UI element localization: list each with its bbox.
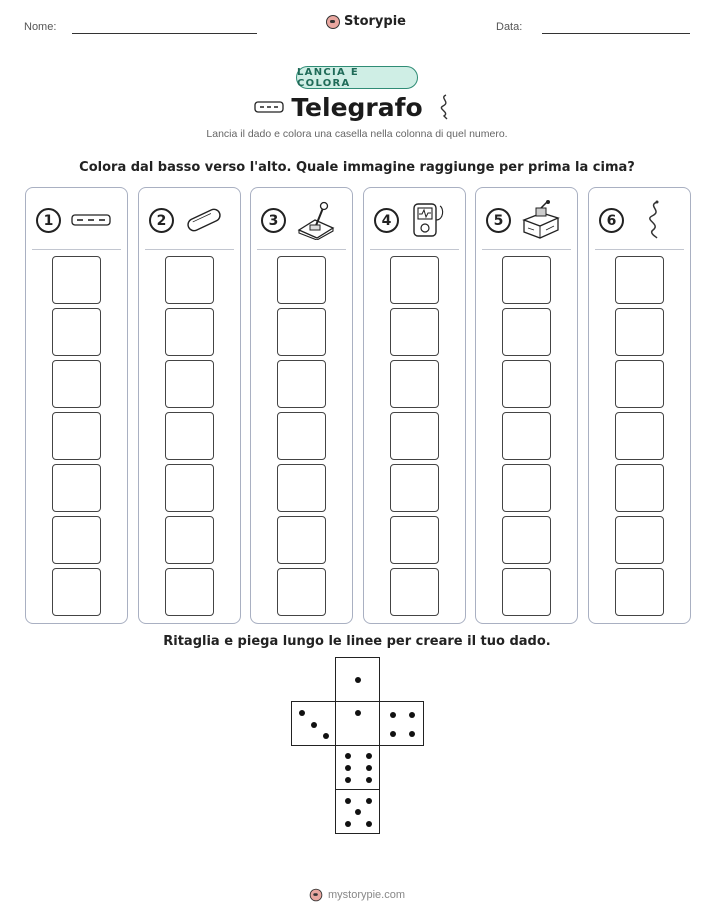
column-1 xyxy=(25,187,128,624)
color-box[interactable] xyxy=(615,412,664,460)
color-box[interactable] xyxy=(165,360,214,408)
die-pip xyxy=(323,733,329,739)
die-face-one-center xyxy=(335,701,380,746)
column-number: 5 xyxy=(486,208,511,233)
column-4 xyxy=(363,187,466,624)
color-box[interactable] xyxy=(502,516,551,564)
color-box[interactable] xyxy=(52,360,101,408)
color-box[interactable] xyxy=(52,516,101,564)
die-face-four xyxy=(379,701,424,746)
die-pip xyxy=(345,753,351,759)
die-face-three xyxy=(291,701,336,746)
date-line[interactable] xyxy=(542,33,690,34)
color-box[interactable] xyxy=(277,412,326,460)
color-box[interactable] xyxy=(390,568,439,616)
color-box[interactable] xyxy=(615,256,664,304)
die-pip xyxy=(345,777,351,783)
color-box[interactable] xyxy=(52,308,101,356)
color-box[interactable] xyxy=(52,464,101,512)
color-box[interactable] xyxy=(502,464,551,512)
footer-url[interactable]: mystorypie.com xyxy=(327,889,406,901)
die-pip xyxy=(299,710,305,716)
die-pip xyxy=(409,712,415,718)
wire-squiggle-icon xyxy=(633,200,675,240)
footer xyxy=(0,888,714,902)
column-6 xyxy=(588,187,691,624)
die-pip xyxy=(366,765,372,771)
color-box[interactable] xyxy=(615,464,664,512)
color-box[interactable] xyxy=(52,412,101,460)
die-pip xyxy=(311,722,317,728)
column-divider xyxy=(32,249,121,250)
color-box[interactable] xyxy=(165,568,214,616)
color-box[interactable] xyxy=(165,308,214,356)
color-box[interactable] xyxy=(615,516,664,564)
color-box[interactable] xyxy=(390,464,439,512)
page-title: Telegrafo xyxy=(291,93,423,122)
color-box[interactable] xyxy=(502,412,551,460)
cut-instruction: Ritaglia e piega lungo le linee per creare il tuo dado. xyxy=(163,634,551,649)
column-divider xyxy=(370,249,459,250)
color-box[interactable] xyxy=(277,516,326,564)
wire-title-icon xyxy=(436,93,454,121)
die-pip xyxy=(366,821,372,827)
color-box[interactable] xyxy=(502,360,551,408)
footer-mascot-icon xyxy=(310,889,323,902)
die-pip xyxy=(355,710,361,716)
color-box[interactable] xyxy=(52,256,101,304)
die-pip xyxy=(345,798,351,804)
die-pip xyxy=(390,712,396,718)
die-pip xyxy=(355,809,361,815)
activity-badge: LANCIA E COLORA xyxy=(296,66,418,89)
die-pip xyxy=(390,731,396,737)
color-box[interactable] xyxy=(615,360,664,408)
column-divider xyxy=(482,249,571,250)
die-pip xyxy=(366,798,372,804)
color-box[interactable] xyxy=(277,568,326,616)
die-pip xyxy=(345,765,351,771)
name-label: Nome: xyxy=(24,21,57,33)
column-5 xyxy=(475,187,578,624)
column-3 xyxy=(250,187,353,624)
color-box[interactable] xyxy=(277,360,326,408)
color-box[interactable] xyxy=(502,568,551,616)
color-box[interactable] xyxy=(52,568,101,616)
brand-name: Storypie xyxy=(344,14,406,29)
die-face-five xyxy=(335,789,380,834)
color-box[interactable] xyxy=(615,308,664,356)
die-pip xyxy=(345,821,351,827)
column-divider xyxy=(595,249,684,250)
color-box[interactable] xyxy=(165,516,214,564)
column-divider xyxy=(257,249,346,250)
column-number: 6 xyxy=(599,208,624,233)
color-box[interactable] xyxy=(165,412,214,460)
telegraph-machine-icon xyxy=(520,200,562,240)
color-box[interactable] xyxy=(277,256,326,304)
die-pip xyxy=(366,777,372,783)
color-box[interactable] xyxy=(390,360,439,408)
color-box[interactable] xyxy=(390,412,439,460)
color-box[interactable] xyxy=(165,464,214,512)
color-box[interactable] xyxy=(390,256,439,304)
column-number: 1 xyxy=(36,208,61,233)
signal-device-icon xyxy=(408,200,450,240)
color-box[interactable] xyxy=(502,308,551,356)
telegraph-lever-icon xyxy=(295,200,337,240)
date-label: Data: xyxy=(496,21,523,33)
column-divider xyxy=(145,249,234,250)
die-face-six xyxy=(335,745,380,790)
color-box[interactable] xyxy=(390,308,439,356)
column-number: 2 xyxy=(149,208,174,233)
column-2 xyxy=(138,187,241,624)
color-box[interactable] xyxy=(615,568,664,616)
color-box[interactable] xyxy=(390,516,439,564)
die-pip xyxy=(355,677,361,683)
color-box[interactable] xyxy=(165,256,214,304)
telegraph-key-bar-icon xyxy=(183,200,225,240)
brand-logo xyxy=(326,14,406,29)
color-box[interactable] xyxy=(277,308,326,356)
page-subtitle: Lancia il dado e colora una casella nella colonna di quel numero. xyxy=(206,128,508,140)
color-box[interactable] xyxy=(277,464,326,512)
morse-code-icon xyxy=(70,200,112,240)
column-number: 3 xyxy=(261,208,286,233)
name-line[interactable] xyxy=(72,33,257,34)
die-pip xyxy=(409,731,415,737)
die-face-one xyxy=(335,657,380,702)
column-number: 4 xyxy=(374,208,399,233)
color-box[interactable] xyxy=(502,256,551,304)
game-instruction: Colora dal basso verso l'alto. Quale immagine raggiunge per prima la cima? xyxy=(79,160,635,175)
storypie-mascot-icon xyxy=(326,15,340,29)
die-pip xyxy=(366,753,372,759)
